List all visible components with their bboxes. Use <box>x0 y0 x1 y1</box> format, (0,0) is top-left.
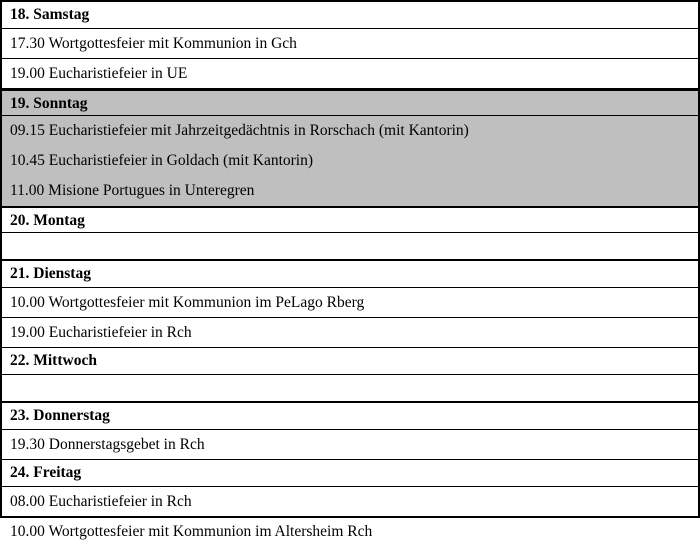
day-block-20 <box>2 206 698 261</box>
day-block-21 <box>2 261 698 348</box>
event-row: 19.00 Eucharistiefeier in UE <box>2 59 698 89</box>
day-block-23 <box>2 403 698 460</box>
day-header-24: 24. Freitag <box>2 460 698 487</box>
event-row: 11.00 Misione Portugues in Unteregren <box>10 182 255 199</box>
day-block-24 <box>2 460 698 547</box>
day-block-18 <box>2 2 698 89</box>
day-header-19: 19. Sonntag <box>2 89 698 116</box>
day-block-22 <box>2 348 698 403</box>
day-header-21: 21. Dienstag <box>2 261 698 288</box>
event-row: 17.30 Wortgottesfeier mit Kommunion in Gch <box>2 29 698 59</box>
event-row: 09.15 Eucharistiefeier mit Jahrzeitgedächtnis in Rorschach (mit Kantorin) <box>10 122 469 139</box>
empty-event-row <box>2 233 698 261</box>
empty-event-row <box>2 375 698 403</box>
day-block-19 <box>2 89 698 206</box>
day-header-20: 20. Montag <box>2 206 698 233</box>
event-row: 10.45 Eucharistiefeier in Goldach (mit Kantorin) <box>10 152 314 169</box>
event-row: 10.00 Wortgottesfeier mit Kommunion im Altersheim Rch <box>10 523 373 540</box>
event-row: 19.00 Eucharistiefeier in Rch <box>2 318 698 348</box>
event-row: 19.30 Donnerstagsgebet in Rch <box>2 430 698 460</box>
day-header-18: 18. Samstag <box>2 2 698 29</box>
day-header-23: 23. Donnerstag <box>2 403 698 430</box>
event-row: 08.00 Eucharistiefeier in Rch <box>2 487 698 517</box>
day-header-22: 22. Mittwoch <box>2 348 698 375</box>
event-row: 10.00 Wortgottesfeier mit Kommunion im PeLago Rberg <box>2 288 698 318</box>
